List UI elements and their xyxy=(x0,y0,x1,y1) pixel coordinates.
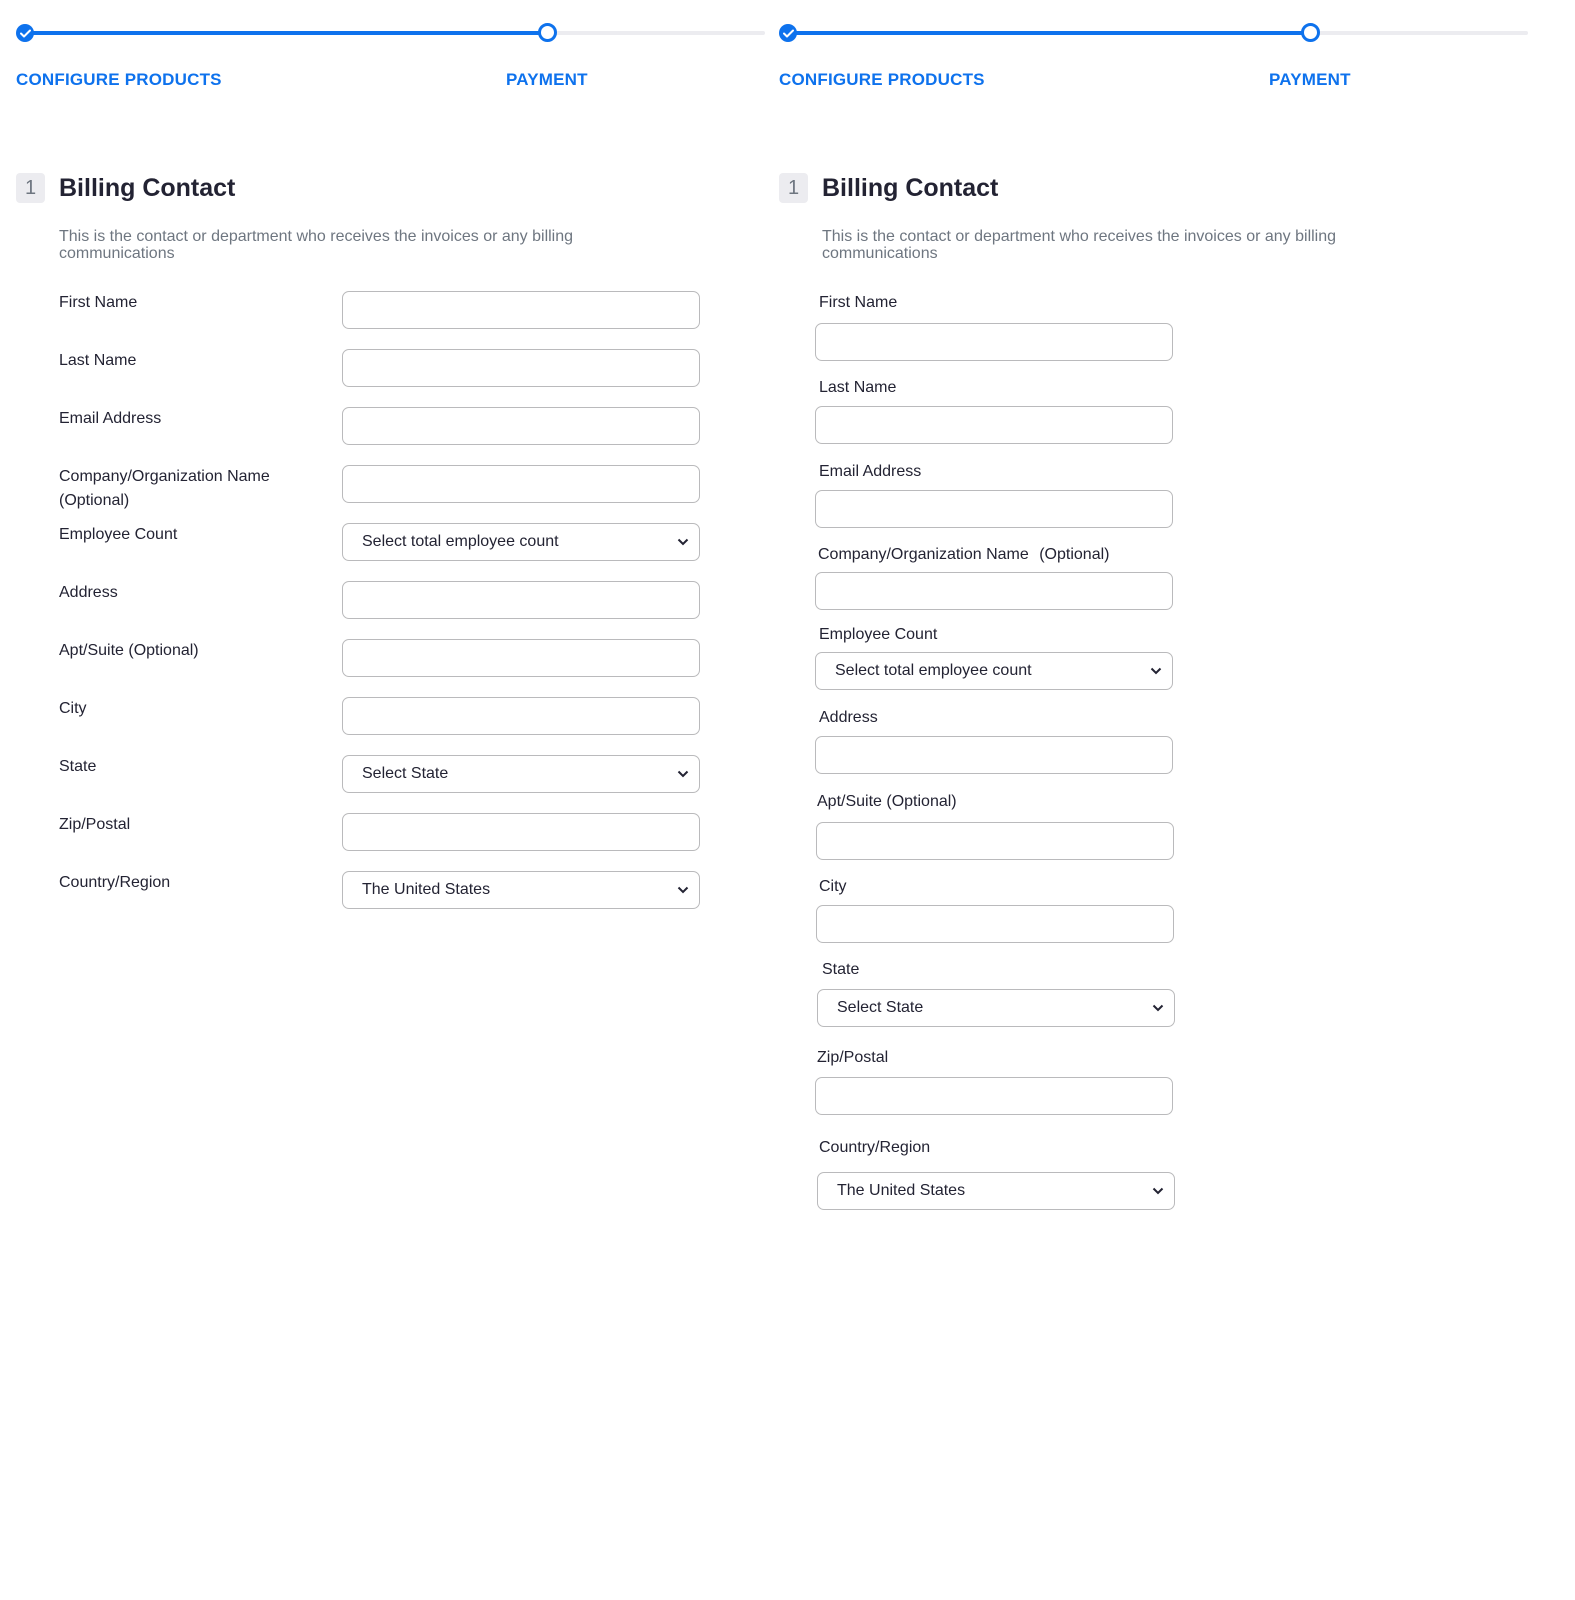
country-value: The United States xyxy=(362,881,491,898)
progress-fill xyxy=(787,31,1310,35)
section-description: This is the contact or department who receives the invoices or any billing communications xyxy=(822,228,1337,262)
company-label-text: Company/Organization Name xyxy=(818,546,1029,563)
email-input[interactable] xyxy=(815,490,1173,528)
chevron-down-icon xyxy=(1152,1187,1164,1195)
section-title: Billing Contact xyxy=(59,174,236,202)
state-select[interactable] xyxy=(817,989,1175,1027)
city-label: City xyxy=(59,700,87,717)
first-name-label: First Name xyxy=(59,294,138,311)
company-input[interactable] xyxy=(815,572,1173,610)
apt-label: Apt/Suite (Optional) xyxy=(817,793,957,810)
address-input[interactable] xyxy=(815,736,1173,774)
apt-label: Apt/Suite (Optional) xyxy=(59,642,199,659)
step-complete-indicator xyxy=(16,24,34,42)
step-configure-products[interactable]: CONFIGURE PRODUCTS xyxy=(16,70,222,89)
step-configure-products[interactable]: CONFIGURE PRODUCTS xyxy=(779,70,985,89)
section-title: Billing Contact xyxy=(822,174,999,202)
employee-count-select[interactable] xyxy=(342,523,700,561)
country-label: Country/Region xyxy=(59,874,171,891)
first-name-input[interactable] xyxy=(342,291,700,329)
state-select[interactable] xyxy=(342,755,700,793)
zip-input[interactable] xyxy=(815,1077,1173,1115)
employee-count-select[interactable] xyxy=(815,652,1173,690)
company-label-text: Company/Organization Name xyxy=(59,468,270,485)
company-label-optional: (Optional) xyxy=(59,492,130,509)
chevron-down-icon xyxy=(1152,1004,1164,1012)
last-name-input[interactable] xyxy=(815,406,1173,444)
company-input[interactable] xyxy=(342,465,700,503)
last-name-label: Last Name xyxy=(819,379,897,396)
checkout-panel-horizontal xyxy=(0,0,765,1600)
step-payment[interactable]: PAYMENT xyxy=(1269,70,1351,89)
zip-label: Zip/Postal xyxy=(817,1049,889,1066)
state-label: State xyxy=(822,961,860,978)
check-icon xyxy=(783,29,794,38)
apt-input[interactable] xyxy=(816,822,1174,860)
zip-label: Zip/Postal xyxy=(59,816,131,833)
zip-input[interactable] xyxy=(342,813,700,851)
chevron-down-icon xyxy=(1150,667,1162,675)
address-label: Address xyxy=(819,709,878,726)
section-description: This is the contact or department who receives the invoices or any billing communications xyxy=(59,228,574,262)
employee-count-value: Select total employee count xyxy=(835,662,1032,679)
step-payment[interactable]: PAYMENT xyxy=(506,70,588,89)
email-input[interactable] xyxy=(342,407,700,445)
country-select[interactable] xyxy=(342,871,700,909)
first-name-input[interactable] xyxy=(815,323,1173,361)
last-name-label: Last Name xyxy=(59,352,137,369)
section-number: 1 xyxy=(779,173,808,203)
state-label: State xyxy=(59,758,97,775)
company-label xyxy=(818,543,1109,567)
country-label: Country/Region xyxy=(819,1139,931,1156)
company-label-optional: (Optional) xyxy=(1039,546,1110,563)
country-value: The United States xyxy=(837,1182,966,1199)
city-label: City xyxy=(819,878,847,895)
step-current-indicator xyxy=(1301,23,1320,42)
checkout-panel-stacked xyxy=(763,0,1528,1600)
employee-count-value: Select total employee count xyxy=(362,533,559,550)
apt-input[interactable] xyxy=(342,639,700,677)
email-label: Email Address xyxy=(819,463,922,480)
state-value: Select State xyxy=(362,765,449,782)
city-input[interactable] xyxy=(342,697,700,735)
progress-fill xyxy=(24,31,547,35)
address-label: Address xyxy=(59,584,118,601)
chevron-down-icon xyxy=(677,886,689,894)
chevron-down-icon xyxy=(677,770,689,778)
employee-count-label: Employee Count xyxy=(819,626,938,643)
step-current-indicator xyxy=(538,23,557,42)
section-number: 1 xyxy=(16,173,45,203)
address-input[interactable] xyxy=(342,581,700,619)
check-icon xyxy=(20,29,31,38)
first-name-label: First Name xyxy=(819,294,898,311)
email-label: Email Address xyxy=(59,410,162,427)
company-label xyxy=(59,465,270,513)
step-complete-indicator xyxy=(779,24,797,42)
chevron-down-icon xyxy=(677,538,689,546)
last-name-input[interactable] xyxy=(342,349,700,387)
country-select[interactable] xyxy=(817,1172,1175,1210)
state-value: Select State xyxy=(837,999,924,1016)
city-input[interactable] xyxy=(816,905,1174,943)
employee-count-label: Employee Count xyxy=(59,526,178,543)
